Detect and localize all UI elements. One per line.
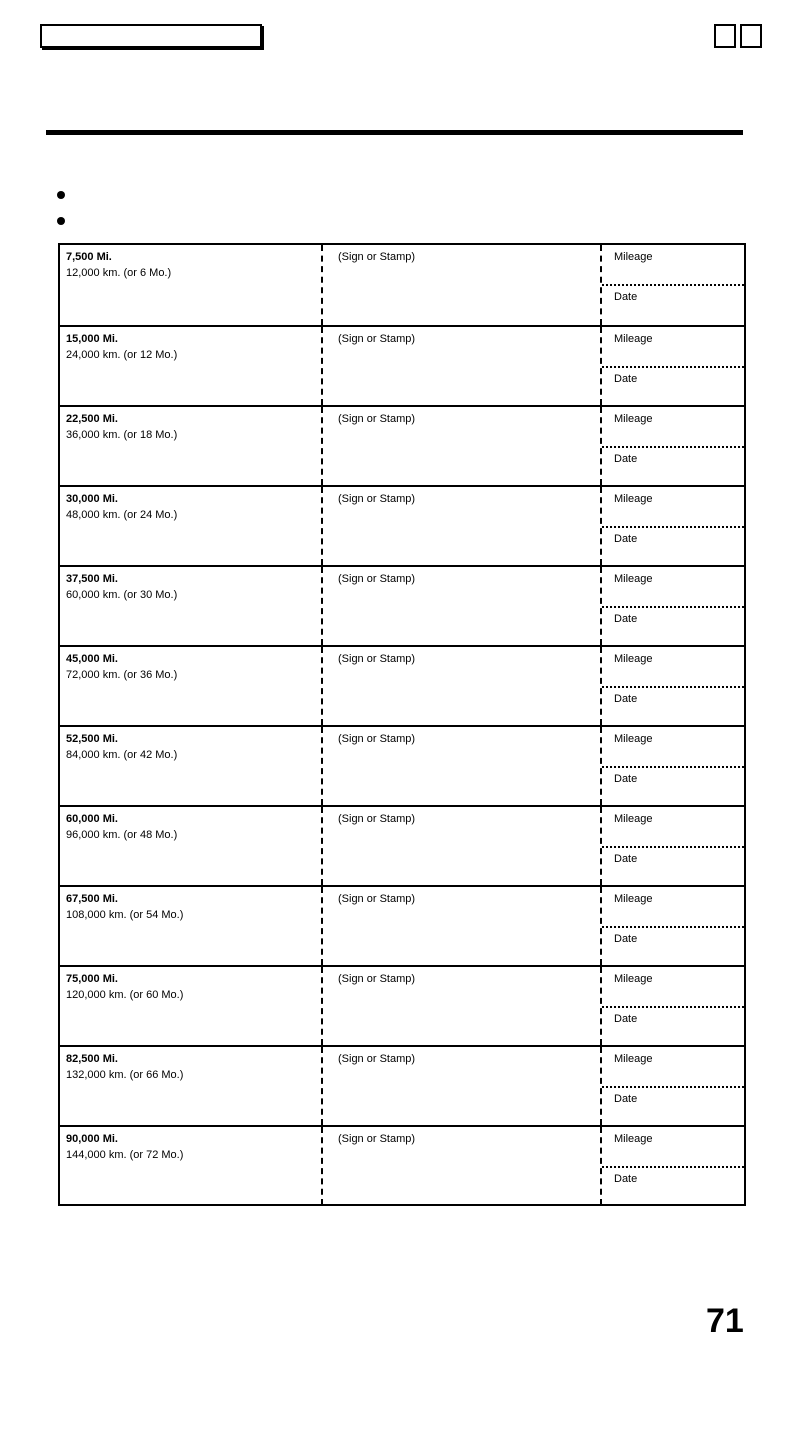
sign-field[interactable]: (Sign or Stamp)	[338, 733, 416, 745]
column-divider	[321, 1047, 323, 1125]
interval-miles: 30,000 Mi.	[66, 493, 118, 505]
column-divider	[321, 407, 323, 485]
mileage-date-cell	[602, 727, 744, 805]
log-row	[60, 325, 744, 405]
interval-miles: 15,000 Mi.	[66, 333, 118, 345]
mileage-date-cell	[602, 407, 744, 485]
mileage-date-cell	[602, 1047, 744, 1125]
log-row	[60, 965, 744, 1045]
interval-miles: 52,500 Mi.	[66, 733, 118, 745]
mileage-date-cell	[602, 1127, 744, 1205]
header-title-box	[40, 24, 262, 48]
interval-km: 108,000 km. (or 54 Mo.)	[66, 909, 184, 921]
interval-km: 120,000 km. (or 60 Mo.)	[66, 989, 184, 1001]
mileage-field[interactable]: Mileage	[614, 1133, 653, 1145]
sign-field[interactable]: (Sign or Stamp)	[338, 493, 416, 505]
interval-cell	[60, 567, 320, 645]
date-field[interactable]: Date	[614, 1173, 638, 1185]
bullet-1	[57, 191, 65, 199]
interval-miles: 90,000 Mi.	[66, 1133, 118, 1145]
interval-miles: 7,500 Mi.	[66, 251, 112, 263]
mileage-field[interactable]: Mileage	[614, 251, 653, 263]
interval-cell	[60, 327, 320, 405]
interval-km: 72,000 km. (or 36 Mo.)	[66, 669, 178, 681]
log-row	[60, 645, 744, 725]
interval-km: 36,000 km. (or 18 Mo.)	[66, 429, 178, 441]
interval-cell	[60, 887, 320, 965]
dotted-separator	[602, 686, 744, 688]
interval-km: 60,000 km. (or 30 Mo.)	[66, 589, 178, 601]
mileage-date-cell	[602, 887, 744, 965]
date-field[interactable]: Date	[614, 853, 638, 865]
interval-km: 132,000 km. (or 66 Mo.)	[66, 1069, 184, 1081]
interval-miles: 37,500 Mi.	[66, 573, 118, 585]
interval-km: 84,000 km. (or 42 Mo.)	[66, 749, 178, 761]
mileage-field[interactable]: Mileage	[614, 333, 653, 345]
column-divider	[321, 807, 323, 885]
dotted-separator	[602, 1166, 744, 1168]
dotted-separator	[602, 1006, 744, 1008]
interval-miles: 75,000 Mi.	[66, 973, 118, 985]
column-divider	[321, 567, 323, 645]
dotted-separator	[602, 926, 744, 928]
sign-field[interactable]: (Sign or Stamp)	[338, 251, 416, 263]
interval-km: 96,000 km. (or 48 Mo.)	[66, 829, 178, 841]
mileage-field[interactable]: Mileage	[614, 413, 653, 425]
sign-field[interactable]: (Sign or Stamp)	[338, 893, 416, 905]
column-divider	[321, 245, 323, 325]
sign-field[interactable]: (Sign or Stamp)	[338, 573, 416, 585]
page-number: 71	[706, 1302, 744, 1340]
column-divider	[321, 1127, 323, 1205]
interval-cell	[60, 967, 320, 1045]
date-field[interactable]: Date	[614, 773, 638, 785]
mileage-field[interactable]: Mileage	[614, 653, 653, 665]
log-row	[60, 885, 744, 965]
mileage-field[interactable]: Mileage	[614, 733, 653, 745]
sign-field[interactable]: (Sign or Stamp)	[338, 973, 416, 985]
mileage-date-cell	[602, 245, 744, 325]
column-divider	[321, 727, 323, 805]
interval-miles: 82,500 Mi.	[66, 1053, 118, 1065]
interval-miles: 60,000 Mi.	[66, 813, 118, 825]
interval-cell	[60, 1127, 320, 1205]
dotted-separator	[602, 1086, 744, 1088]
mileage-date-cell	[602, 967, 744, 1045]
date-field[interactable]: Date	[614, 533, 638, 545]
log-row	[60, 725, 744, 805]
date-field[interactable]: Date	[614, 453, 638, 465]
dotted-separator	[602, 366, 744, 368]
mileage-field[interactable]: Mileage	[614, 493, 653, 505]
interval-cell	[60, 647, 320, 725]
date-field[interactable]: Date	[614, 291, 638, 303]
column-divider	[321, 647, 323, 725]
bullet-2	[57, 217, 65, 225]
mileage-field[interactable]: Mileage	[614, 973, 653, 985]
interval-cell	[60, 487, 320, 565]
log-row	[60, 1045, 744, 1125]
dotted-separator	[602, 446, 744, 448]
sign-field[interactable]: (Sign or Stamp)	[338, 813, 416, 825]
interval-cell	[60, 727, 320, 805]
log-row	[60, 805, 744, 885]
date-field[interactable]: Date	[614, 933, 638, 945]
date-field[interactable]: Date	[614, 613, 638, 625]
mileage-date-cell	[602, 487, 744, 565]
interval-cell	[60, 1047, 320, 1125]
mileage-field[interactable]: Mileage	[614, 573, 653, 585]
log-row	[60, 245, 744, 325]
date-field[interactable]: Date	[614, 373, 638, 385]
dotted-separator	[602, 526, 744, 528]
interval-km: 24,000 km. (or 12 Mo.)	[66, 349, 178, 361]
log-row	[60, 485, 744, 565]
date-field[interactable]: Date	[614, 693, 638, 705]
log-row	[60, 1125, 744, 1205]
column-divider	[321, 487, 323, 565]
mileage-date-cell	[602, 567, 744, 645]
mileage-date-cell	[602, 647, 744, 725]
interval-miles: 22,500 Mi.	[66, 413, 118, 425]
mileage-field[interactable]: Mileage	[614, 813, 653, 825]
interval-cell	[60, 245, 320, 325]
mileage-field[interactable]: Mileage	[614, 1053, 653, 1065]
sign-field[interactable]: (Sign or Stamp)	[338, 1053, 416, 1065]
mileage-field[interactable]: Mileage	[614, 893, 653, 905]
interval-miles: 45,000 Mi.	[66, 653, 118, 665]
sign-field[interactable]: (Sign or Stamp)	[338, 1133, 416, 1145]
dotted-separator	[602, 846, 744, 848]
sign-field[interactable]: (Sign or Stamp)	[338, 413, 416, 425]
interval-km: 48,000 km. (or 24 Mo.)	[66, 509, 178, 521]
header-checkbox-1	[714, 24, 736, 48]
column-divider	[321, 327, 323, 405]
sign-field[interactable]: (Sign or Stamp)	[338, 653, 416, 665]
header-rule	[46, 130, 743, 135]
interval-cell	[60, 807, 320, 885]
column-divider	[321, 887, 323, 965]
sign-field[interactable]: (Sign or Stamp)	[338, 333, 416, 345]
dotted-separator	[602, 606, 744, 608]
mileage-date-cell	[602, 807, 744, 885]
dotted-separator	[602, 284, 744, 286]
date-field[interactable]: Date	[614, 1013, 638, 1025]
header-checkbox-2	[740, 24, 762, 48]
dotted-separator	[602, 766, 744, 768]
column-divider	[321, 967, 323, 1045]
mileage-date-cell	[602, 327, 744, 405]
interval-km: 12,000 km. (or 6 Mo.)	[66, 267, 172, 279]
interval-cell	[60, 407, 320, 485]
maintenance-log-table	[58, 243, 746, 1206]
interval-miles: 67,500 Mi.	[66, 893, 118, 905]
interval-km: 144,000 km. (or 72 Mo.)	[66, 1149, 184, 1161]
log-row	[60, 565, 744, 645]
date-field[interactable]: Date	[614, 1093, 638, 1105]
log-row	[60, 405, 744, 485]
